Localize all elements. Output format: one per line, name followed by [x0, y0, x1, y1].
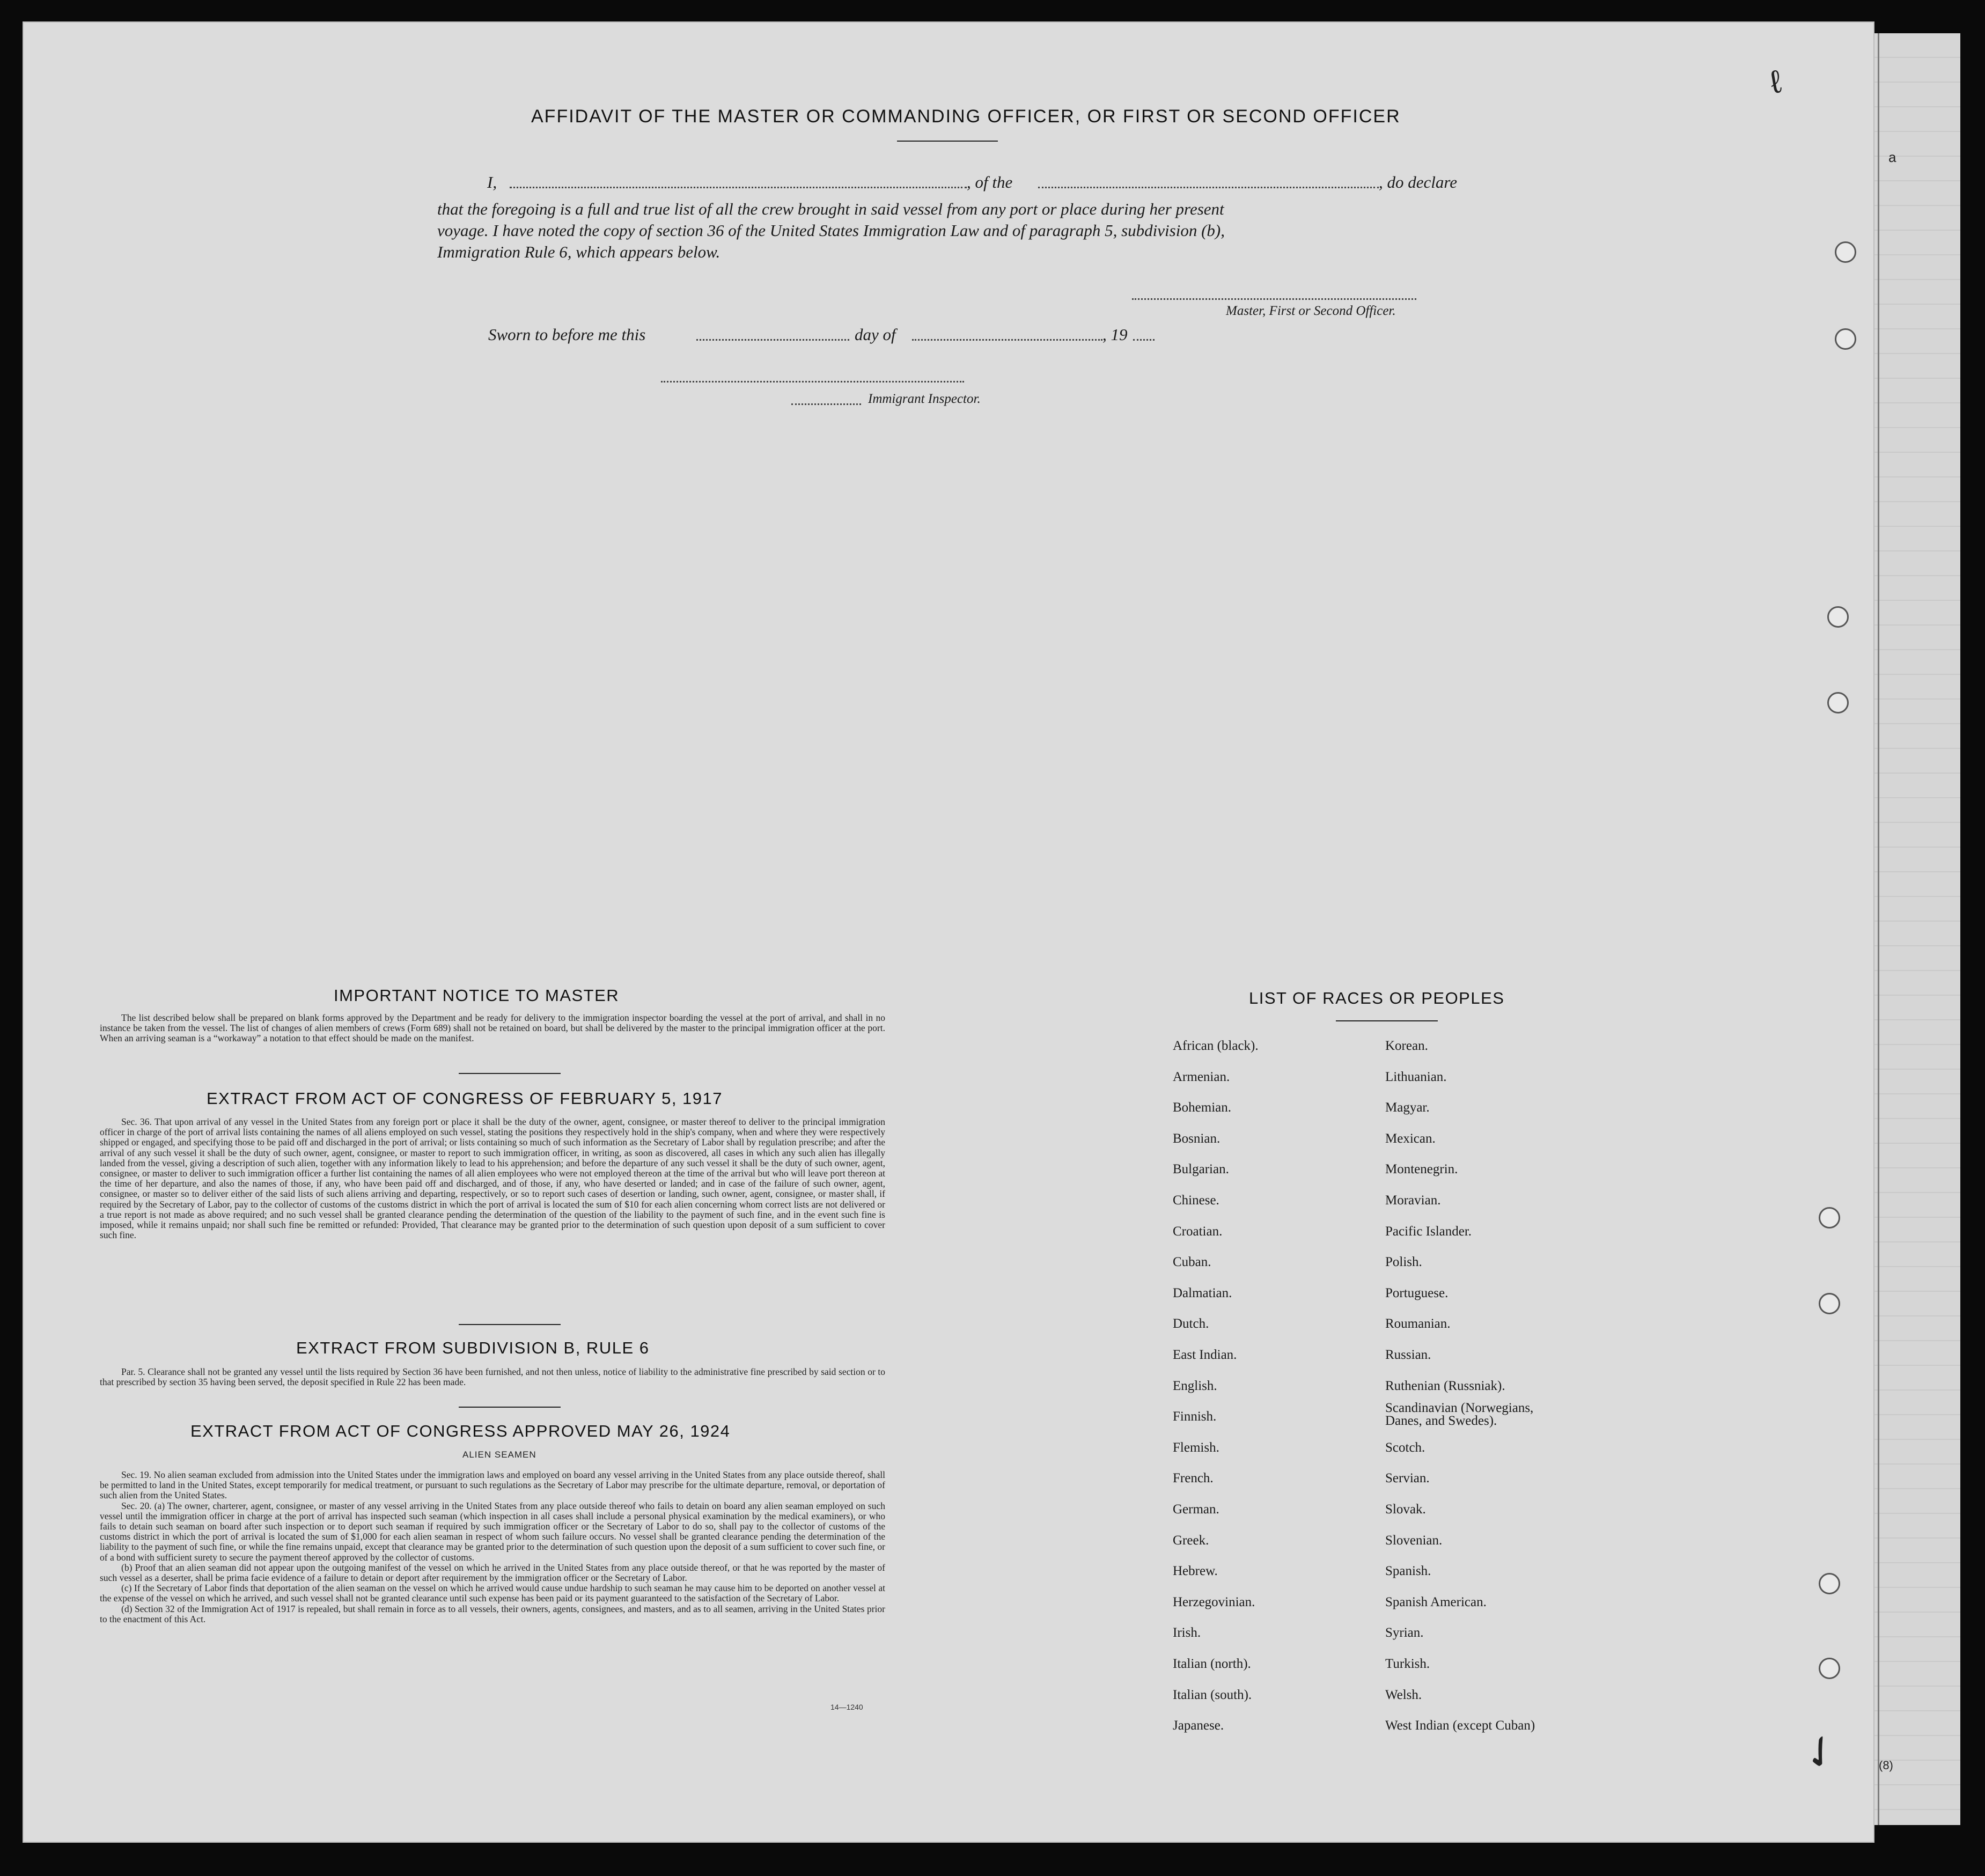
affidavit-line-3: Immigration Rule 6, which appears below. — [437, 242, 721, 261]
inspector-label: Immigrant Inspector. — [868, 392, 981, 406]
race-item: Dalmatian. — [1173, 1285, 1232, 1300]
race-item: Bosnian. — [1173, 1131, 1221, 1146]
race-item: Syrian. — [1385, 1625, 1424, 1640]
handwritten-mark-top: ℓ — [1767, 63, 1784, 101]
extract-1917-text — [100, 1117, 885, 1240]
notice-paragraph: The list described below shall be prepared on blank forms approved by the Department and be ready for delivery to the immigration inspector boarding the vessel at the port of arrival, and shall in no instance be taken from the vessel. The list of changes of alien members of crews (Form 689) shall not be retained on board, but shall be delivered by the master to the principal immigration officer at the port. When an arriving seaman is a “workaway” a notation to that effect should be made on the manifest. — [100, 1012, 885, 1044]
race-item: Korean. — [1385, 1039, 1428, 1053]
races-underline — [1336, 1020, 1438, 1021]
sec-20a-paragraph: Sec. 20. (a) The owner, charterer, agent, consignee, or master of any vessel arriving in the United States from any place outside thereof who fails to detain on board any alien seaman employed on such vessel until the immigration officer in charge at the port of arrival has inspected such seaman (which inspection in all cases shall include a personal physical examination by the medical examiners), or who fails to detain such seaman on board after such inspection or to deport such seaman if required by such immigration officer or the Secretary of Labor to do so, shall pay to the collector of customs of the customs district in which the port of arrival is located the sum of $1,000 for each alien seaman in respect of whom such failure occurs. No vessel shall be granted clearance pending the determination of the liability to the payment of such fine, or while the fine remains unpaid, except that clearance may be granted prior to the determination of such question upon the deposit of a sum sufficient to cover such fine, or of a bond with sufficient surety to secure the payment thereof approved by the collector of customs. — [100, 1500, 885, 1563]
sec-20d-paragraph: (d) Section 32 of the Immigration Act of 1917 is repealed, but shall remain in force as to all vessels, their owners, agents, consignees, and masters, and as to all seamen, arriving in the United States prior to the enactment of this Act. — [100, 1603, 885, 1624]
extract-1917-title: EXTRACT FROM ACT OF CONGRESS OF FEBRUARY 5, 1917 — [207, 1089, 723, 1108]
race-item: African (black). — [1173, 1039, 1259, 1053]
punch-hole — [1819, 1207, 1840, 1228]
races-title: LIST OF RACES OR PEOPLES — [1249, 989, 1505, 1007]
master-signature-label: Master, First or Second Officer. — [1226, 304, 1396, 318]
extract-1924-text — [100, 1470, 885, 1624]
race-item: Lithuanian. — [1385, 1069, 1447, 1084]
race-item: Japanese. — [1173, 1718, 1224, 1733]
bleed-through-heading — [333, 75, 342, 102]
handwritten-mark-bottom: ✓ — [1792, 1722, 1849, 1783]
race-item: East Indian. — [1173, 1348, 1237, 1362]
race-item: Portuguese. — [1385, 1285, 1449, 1300]
punch-hole — [1819, 1573, 1840, 1594]
year-label: , 19 — [1102, 325, 1128, 344]
race-item: Italian (north). — [1173, 1657, 1251, 1671]
sec-20c-paragraph: (c) If the Secretary of Labor finds that deportation of the alien seaman on the vessel on which he arrived would cause undue hardship to such seaman he may cause him to be deported on another vessel at the expense of the vessel on which he arrived, and such vessel shall not be granted clearance until such expense has been paid or its payment guaranteed to the satisfaction of the Secretary of Labor. — [100, 1583, 885, 1604]
race-item: Magyar. — [1385, 1100, 1430, 1115]
extract-rule6-title: EXTRACT FROM SUBDIVISION B, RULE 6 — [296, 1338, 650, 1357]
punch-hole — [1819, 1658, 1840, 1679]
race-item: Herzegovinian. — [1173, 1594, 1255, 1609]
punch-hole — [1827, 606, 1849, 628]
race-item: Turkish. — [1385, 1657, 1430, 1671]
master-signature-field[interactable] — [1132, 298, 1416, 300]
inspector-signature-field-2[interactable] — [791, 403, 861, 405]
extract-1917-divider — [459, 1324, 561, 1325]
extract-rule6-divider — [459, 1407, 561, 1408]
notice-text — [100, 1013, 885, 1044]
race-item: Moravian. — [1385, 1193, 1441, 1208]
race-item: Roumanian. — [1385, 1316, 1451, 1331]
punch-hole — [1819, 1293, 1840, 1314]
race-item: Slovak. — [1385, 1502, 1426, 1517]
extract-1924-subtitle: ALIEN SEAMEN — [462, 1450, 536, 1460]
race-item: West Indian (except Cuban) — [1385, 1718, 1535, 1733]
race-item: Chinese. — [1173, 1193, 1219, 1208]
race-item: Slovenian. — [1385, 1533, 1443, 1548]
race-item: Mexican. — [1385, 1131, 1436, 1146]
adjacent-page-edge — [1874, 33, 1960, 1825]
notice-divider — [459, 1073, 561, 1074]
extract-1917-paragraph: Sec. 36. That upon arrival of any vessel in the United States from any foreign port or place it shall be the duty of the owner, agent, consignee, or master thereof to deliver to the principal immigration officer in charge of the port of arrival lists containing the names of all aliens employed on such vessel, stating the positions they respectively hold in the ship's company, when and where they were respectively shipped or engaged, and specifying those to be paid off and discharged in the port of arrival; or lists containing so much of such information as the Secretary of Labor shall by regulation prescribe; and after the arrival of any such vessel it shall be the duty of such owner, agent, consignee, or master to report to such immigration officer, in writing, as soon as discovered, all cases in which any such alien has illegally landed from the vessel, giving a description of such alien, together with any information likely to lead to his apprehension; and before the departure of any such vessel it shall be the duty of such owner, agent, consignee, or master to deliver to such immigration officer a further list containing the names of all alien employees who were not employed thereon at the time of the arrival but who will leave port thereon at the time of her departure, and also the names of those, if any, who have been paid off and discharged, and of those, if any, who have deserted or landed; and in case of the failure of such owner, agent, consignee, or master so to deliver either of the said lists of such aliens arriving and departing, respectively, or so to report such cases of desertion or landing, such owner, agent, consignee, or master shall, if required by the Secretary of Labor, pay to the collector of customs of the customs district in which the port of arrival is located the sum of $10 for each alien concerning whom correct lists are not delivered or a true report is not made as above required; and no such vessel shall be granted clearance pending the determination of the question of the liability to the payment of such fine, and in the event such fine is imposed, while it remains unpaid; nor shall such fine be remitted or refunded: Provided, That clearance may be granted prior to the determination of such question upon deposit of a sum sufficient to cover such fine. — [100, 1116, 885, 1241]
declarant-name-field[interactable] — [510, 187, 967, 188]
day-of-label: day of — [855, 325, 896, 344]
punch-hole — [1835, 328, 1856, 350]
affidavit-line-2: voyage. I have noted the copy of section 36 of the United States Immigration Law and of paragraph 5, subdivision (b), — [437, 221, 1225, 240]
title-underline — [897, 141, 998, 142]
extract-rule6-paragraph: Par. 5. Clearance shall not be granted any vessel until the lists required by Section 36 have been furnished, and not then unless, notice of liability to the administrative fine prescribed by said section or to that prescribed by section 35 having been served, the deposit specified in Rule 22 has been made. — [100, 1366, 885, 1388]
race-item: German. — [1173, 1502, 1219, 1517]
sworn-label: Sworn to before me this — [488, 325, 646, 344]
race-item: Scandinavian (Norwegians, Danes, and Swedes). — [1385, 1401, 1534, 1429]
punch-hole — [1827, 692, 1849, 713]
race-item: French. — [1173, 1471, 1214, 1486]
inspector-signature-field[interactable] — [661, 381, 964, 382]
race-item: Spanish American. — [1385, 1594, 1487, 1609]
race-item: Servian. — [1385, 1471, 1430, 1486]
race-item: Cuban. — [1173, 1255, 1211, 1270]
affidavit-title: AFFIDAVIT OF THE MASTER OR COMMANDING OFFICER, OR FIRST OR SECOND OFFICER — [531, 106, 1401, 127]
sec-19-paragraph: Sec. 19. No alien seaman excluded from admission into the United States under the immigration laws and employed on board any vessel arriving in the United States from any place outside thereof, shall be permitted to land in the United States, except temporarily for medical treatment, or pursuant to such regulations as the Secretary of Labor may prescribe for the ultimate departure, removal, or deportation of such alien from the United States. — [100, 1469, 885, 1501]
race-item: Pacific Islander. — [1385, 1224, 1472, 1239]
race-item: Croatian. — [1173, 1224, 1223, 1239]
race-item: Bohemian. — [1173, 1100, 1232, 1115]
notice-title: IMPORTANT NOTICE TO MASTER — [334, 986, 620, 1005]
margin-number: (8) — [1879, 1759, 1893, 1772]
race-item: Ruthenian (Russniak). — [1385, 1378, 1505, 1393]
declarant-label: I, — [487, 173, 497, 192]
punch-hole — [1835, 241, 1856, 263]
vessel-label: , of the — [967, 173, 1013, 192]
sec-20b-paragraph: (b) Proof that an alien seaman did not appear upon the outgoing manifest of the vessel on which he arrived in the United States from any place outside thereof, or that he was reported by the master of such vessel as a deserter, shall be prima facie evidence of a failure to detain or deport after requirement by the immigration officer or the Secretary of Labor. — [100, 1562, 885, 1584]
sworn-year-field[interactable] — [1133, 339, 1155, 341]
race-item: English. — [1173, 1378, 1217, 1393]
race-item: Polish. — [1385, 1255, 1422, 1270]
extract-1924-title: EXTRACT FROM ACT OF CONGRESS APPROVED MAY 26, 1924 — [190, 1422, 731, 1440]
extract-rule6-text — [100, 1367, 885, 1387]
race-item: Finnish. — [1173, 1409, 1217, 1424]
affidavit-line-1: that the foregoing is a full and true list of all the crew brought in said vessel from any port or place during her present — [437, 200, 1224, 218]
race-item: Irish. — [1173, 1625, 1201, 1640]
declare-label: , do declare — [1379, 173, 1458, 192]
race-item: Flemish. — [1173, 1440, 1219, 1455]
race-item: Montenegrin. — [1385, 1162, 1458, 1177]
page-fold-line — [1878, 33, 1879, 1825]
race-item: Armenian. — [1173, 1069, 1230, 1084]
form-number: 14—1240 — [830, 1703, 863, 1711]
sworn-month-field[interactable] — [912, 339, 1102, 341]
race-item: Hebrew. — [1173, 1564, 1218, 1579]
race-item: Spanish. — [1385, 1564, 1431, 1579]
race-item: Russian. — [1385, 1348, 1431, 1362]
race-item: Greek. — [1173, 1533, 1209, 1548]
race-item: Dutch. — [1173, 1316, 1209, 1331]
margin-letter: a — [1888, 149, 1896, 165]
vessel-name-field[interactable] — [1038, 187, 1379, 188]
race-item: Italian (south). — [1173, 1687, 1252, 1702]
sworn-day-field[interactable] — [696, 339, 849, 341]
race-item: Scotch. — [1385, 1440, 1425, 1455]
race-item: Welsh. — [1385, 1687, 1422, 1702]
race-item: Bulgarian. — [1173, 1162, 1229, 1177]
